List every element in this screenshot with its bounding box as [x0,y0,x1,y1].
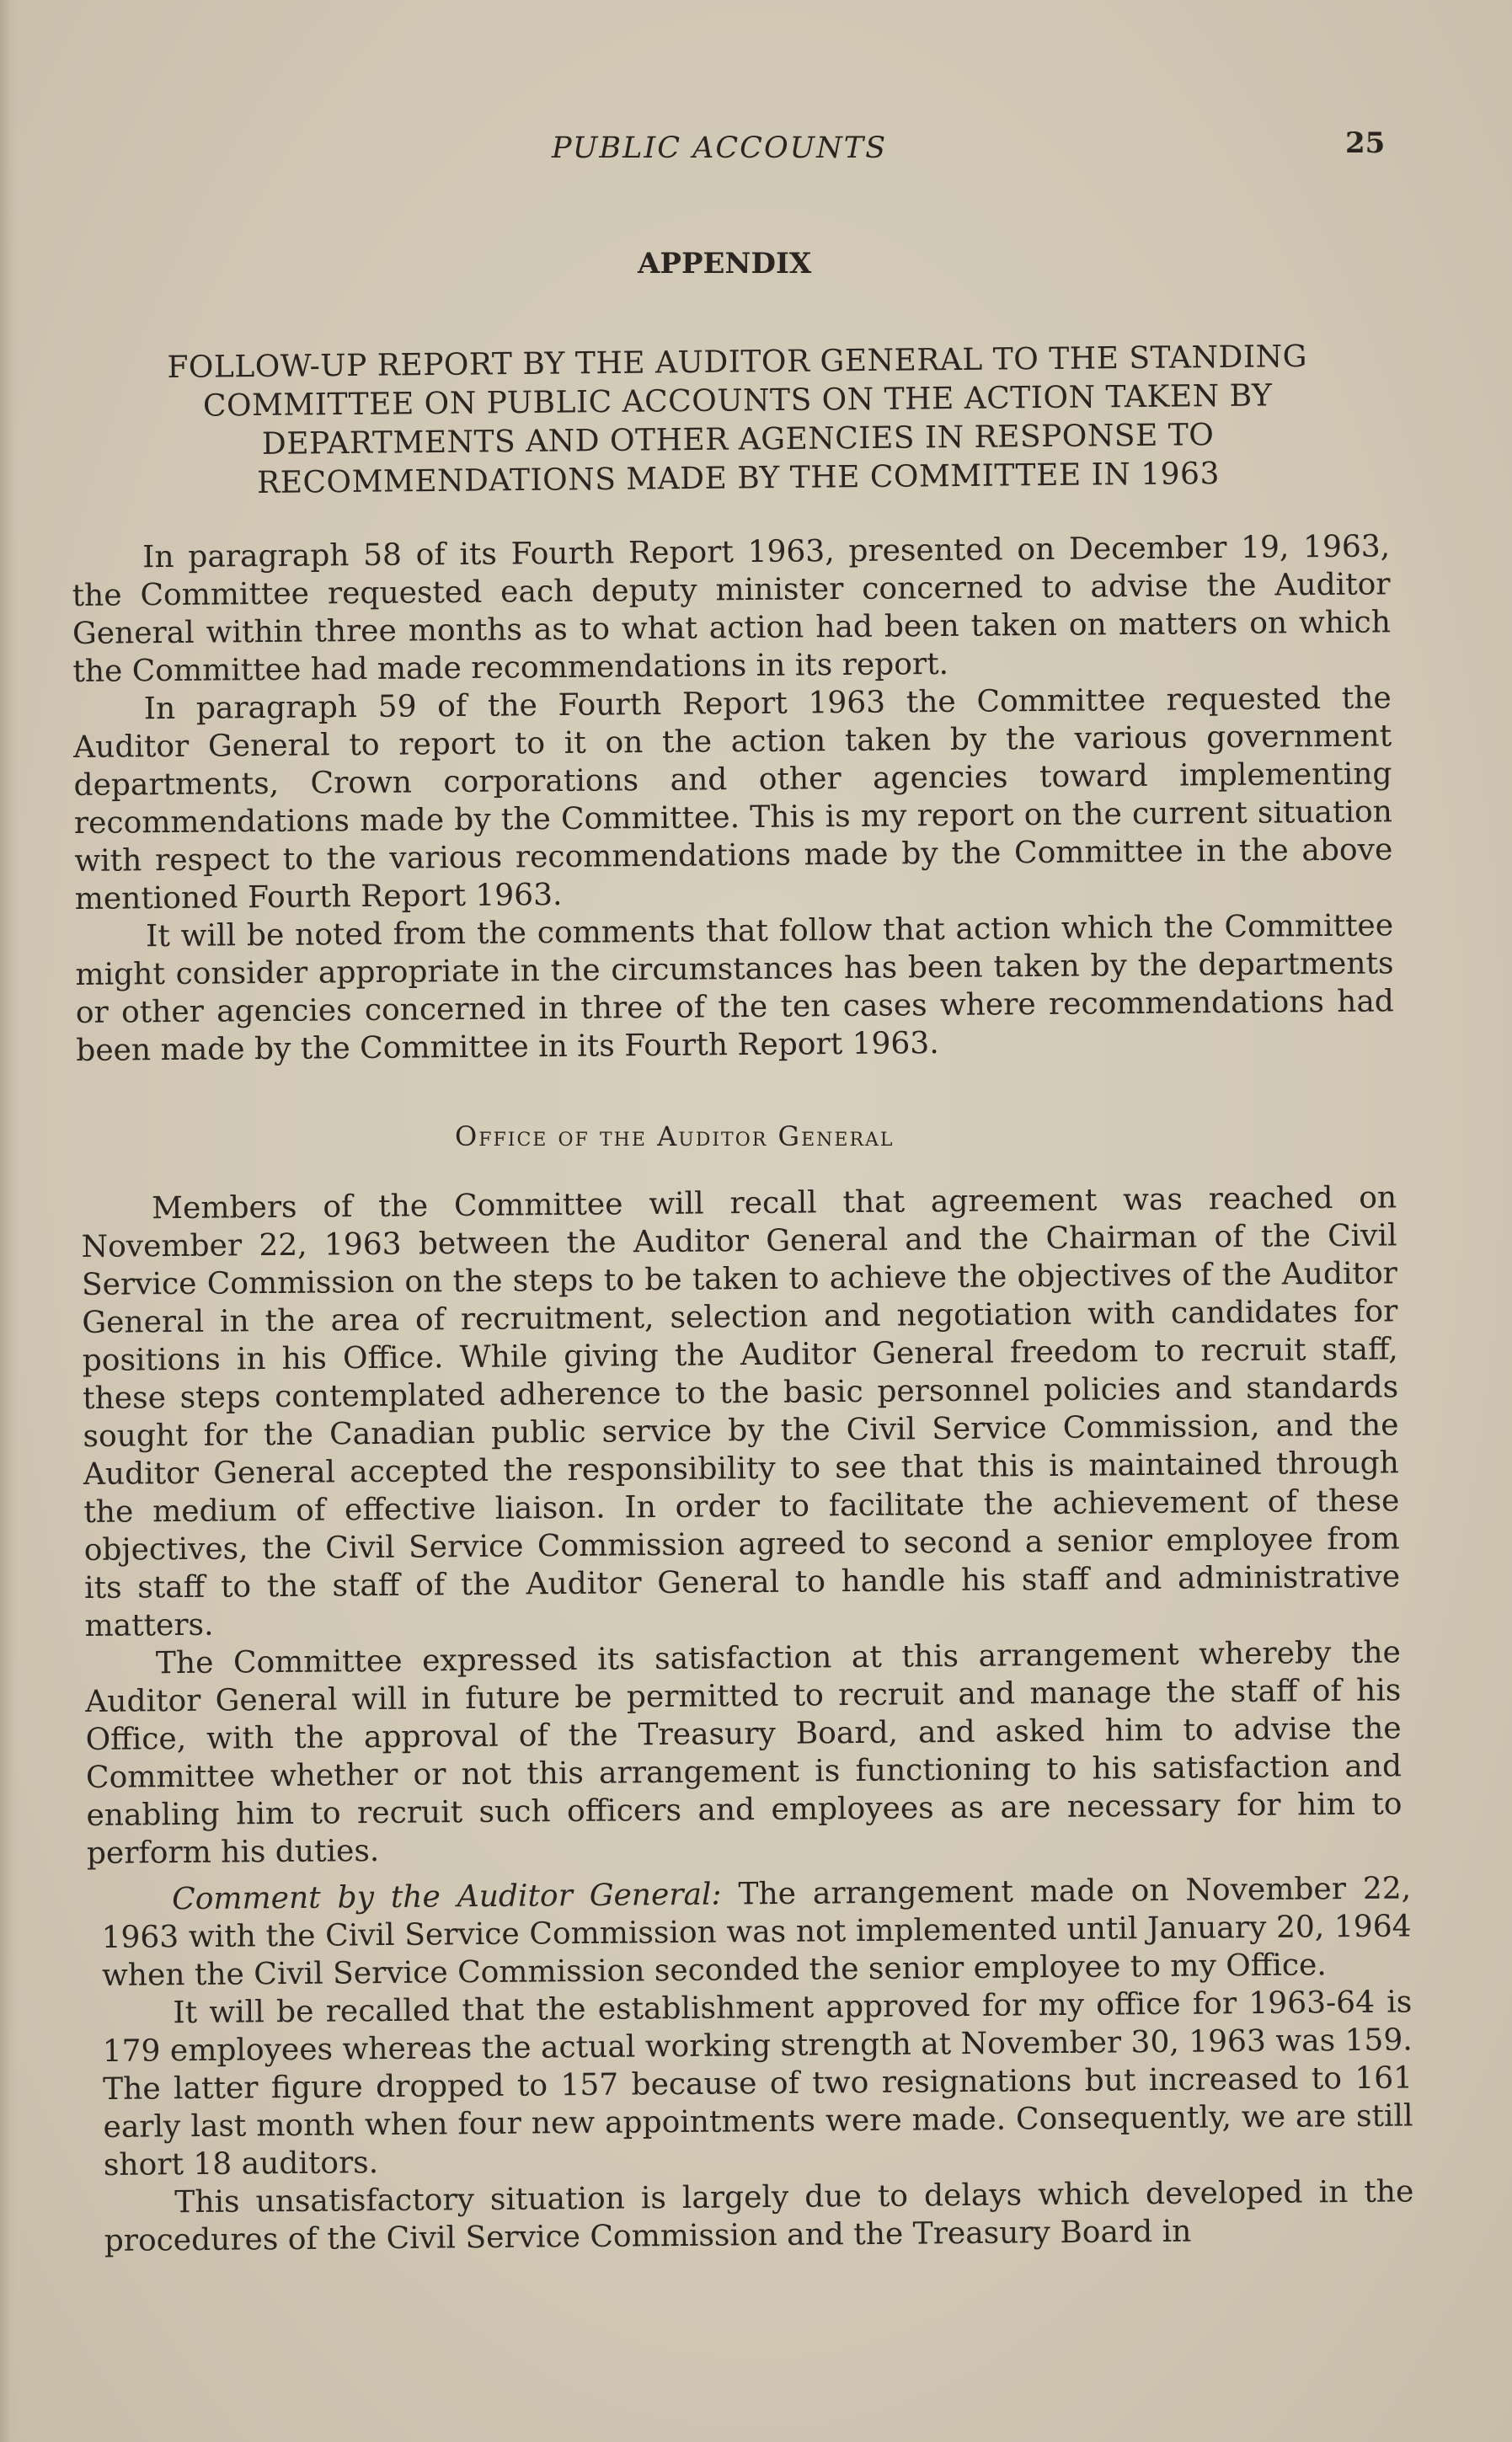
appendix-label: APPENDIX [638,247,812,281]
intro-section [72,527,1394,1070]
running-head: PUBLIC ACCOUNTS [552,131,888,165]
intro-paragraph: In paragraph 59 of the Fourth Report 1963 the Committee requested the Auditor General to report to it on the action taken by the various government departments, Crown corporations and other agencies toward implementing recommendations made by the Committee. This is my report on the current situation with respect to the various recommendations made by the Committee in the above mentioned Fourth Report 1963. [72,681,1393,916]
comment-paragraph: This unsatisfactory situation is largely due to delays which developed in the procedures of the Civil Service Commission and the Treasury Board in [104,2174,1414,2258]
book-spine-shadow [0,0,19,2442]
comment-label: Comment by the Auditor General: [172,1877,722,1917]
section-paragraph: The Committee expressed its satisfaction at this arrangement whereby the Auditor General will in future be permitted to recruit and manage the staff of his Office, with the approval of the Treasury Board, and asked him to advise the Committee whether or not this arrangement is functioning to his satisfaction and enabling him to recruit such officers and employees as are necessary for him to perform his duties. [85,1635,1402,1871]
comment-paragraph: It will be recalled that the establishment approved for my office for 1963-64 is 179 employees whereas the actual working strength at November 30, 1963 was 159. The latter figure dropped to 157 because of two resignations but increased to 161 early last month when four new appointments were made. Consequently, we are still short 18 auditors. [102,1985,1413,2183]
section-paragraph: Members of the Committee will recall that agreement was reached on November 22, 1963 between the Auditor General and the Chairman of the Civil Service Commission on the steps to be taken to achieve the objectives of the Auditor General in the area of recruitment, selection and negotiation with candidates for positions in his Office. While giving the Auditor General freedom to recruit staff, these steps contemplated adherence to the basic personnel policies and standards sought for the Canadian public service by the Civil Service Commission, and the Auditor General accepted the responsibility to see that this is maintained through the medium of effective liaison. In order to facilitate the achievement of these objectives, the Civil Service Commission agreed to second a senior employee from its staff to the staff of the Auditor General to handle his staff and administrative matters. [81,1180,1401,1643]
comment-paragraph [101,1869,1412,1995]
page-number: 25 [1345,126,1386,160]
intro-paragraph: It will be noted from the comments that follow that action which the Committee might consider appropriate in the circumstances has been taken by the departments or other agencies concerned in three of the ten cases where recommendations had been made by the Committee in its Fourth Report 1963. [75,908,1395,1068]
comment-text: The arrangement made on November 22, 1963 with the Civil Service Commission was not implemented until January 20, 1964 when the Civil Service Commission seconded the senior employee to my Office. [101,1871,1412,1993]
section-heading: Office of the Auditor General [455,1120,895,1152]
document-title: FOLLOW-UP REPORT BY THE AUDITOR GENERAL TO THE STANDING COMMITTEE ON PUBLIC ACCOUNTS ON THE ACTION TAKEN BY DEPARTMENTS AND OTHER AGENCIES IN RESPONSE TO RECOMMENDATIONS MADE BY THE COMMITTEE IN 1963 [167,339,1308,500]
comment-section [101,1869,1414,2260]
section-body [81,1178,1402,1873]
intro-paragraph: In paragraph 58 of its Fourth Report 1963, presented on December 19, 1963, the Committee requested each deputy minister concerned to advise the Auditor General within three months as to what action had been taken on matters on which the Committee had made recommendations in its report. [72,529,1392,689]
